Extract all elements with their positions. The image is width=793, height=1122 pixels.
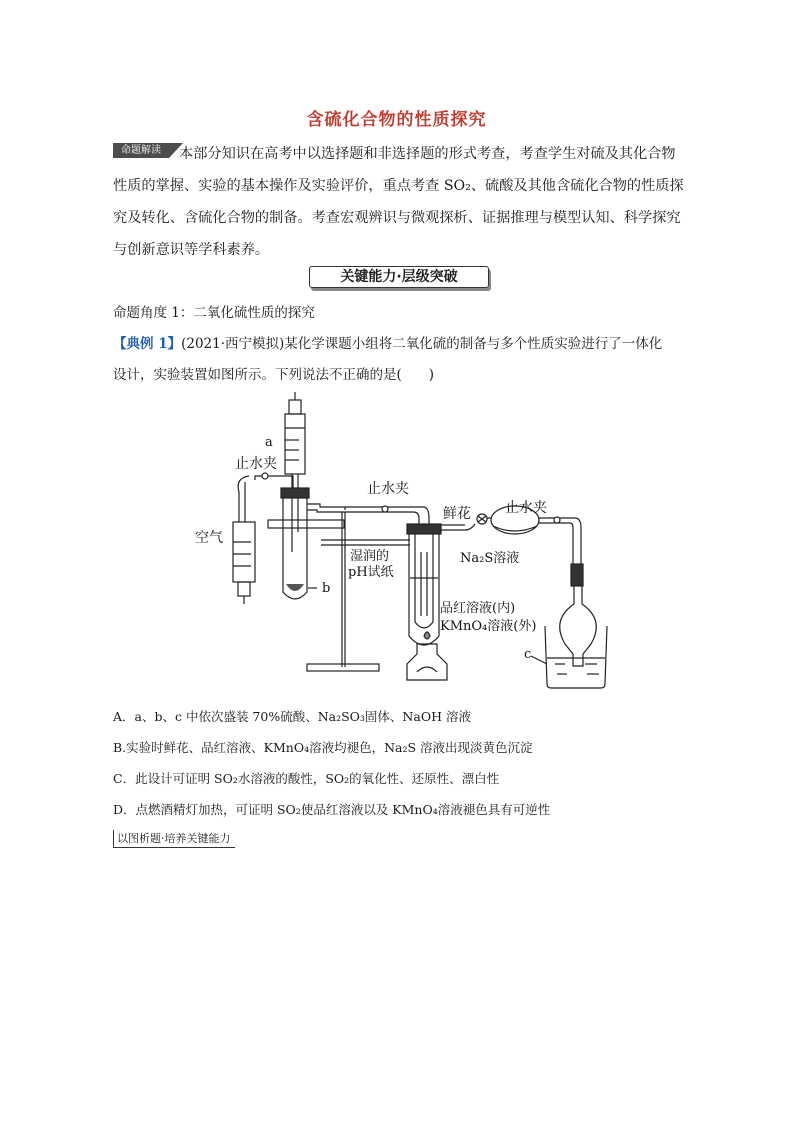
label-air: 空气 (195, 530, 223, 546)
syringe-a-body (285, 414, 305, 474)
apparatus-diagram (195, 392, 615, 692)
syringe-a-plunger-top (289, 400, 301, 414)
label-flower: 鲜花 (443, 506, 471, 522)
label-ph-2: pH试纸 (348, 565, 394, 580)
label-clamp-mid: 止水夹 (367, 481, 409, 497)
round-flask (560, 586, 597, 666)
label-na2s: Na₂S溶液 (460, 551, 520, 566)
analysis-badge: 命题解读 (113, 143, 169, 158)
clamp-right-label: 止水夹 (505, 500, 547, 516)
air-syringe (233, 522, 255, 582)
stand-base (307, 664, 379, 671)
intro-paragraph: 本部分知识在高考中以选择题和非选择题的形式考查，考查学生对硫及其化合物性质的掌握、实验的基本操作及实验评价，重点考查 SO₂、硫酸及其他含硫化合物的性质探究及转化、含硫化合物的制备。考查宏观辨识与微观探析、证据推理与模型认知、科学探究与创新意识等学科素养。 (113, 146, 684, 258)
label-c: c (524, 647, 532, 662)
label-clamp-left: 止水夹 (235, 456, 277, 472)
option-d: D．点燃酒精灯加热，可证明 SO₂使品红溶液以及 KMnO₄溶液褪色具有可逆性 (113, 802, 551, 817)
clamp-right-mark (554, 517, 560, 523)
label-b: b (322, 581, 331, 596)
example-label: 【典例 1】 (113, 336, 182, 352)
label-kmno4: KMnO₄溶液(外) (440, 619, 537, 634)
option-b: B.实验时鲜花、品红溶液、KMnO₄溶液均褪色，Na₂S 溶液出现淡黄色沉淀 (113, 740, 533, 755)
example-text-1: (2021·西宁模拟)某化学课题小组将二氧化硫的制备与多个性质实验进行了一体化 (181, 336, 663, 352)
clamp-mid-mark (382, 506, 388, 512)
label-pinhong: 品红溶液(内) (440, 601, 516, 616)
example-line-2: 设计，实验装置如图所示。下列说法不正确的是( ) (113, 367, 435, 383)
example-line-1 (113, 332, 662, 352)
clamp-holder (268, 520, 344, 528)
label-a: a (265, 435, 273, 450)
question-angle: 命题角度 1：二氧化硫性质的探究 (113, 305, 315, 321)
reaction-tube (283, 498, 307, 599)
clamp-left-mark (262, 473, 268, 479)
footer-tag: 以图析题·培养关键能力 (113, 830, 235, 848)
label-ph-1: 湿润的 (350, 549, 390, 564)
inner-test-tube (415, 534, 433, 628)
page-title: 含硫化合物的性质探究 (306, 110, 487, 130)
beaker-c (545, 626, 607, 688)
alcohol-lamp (407, 644, 447, 680)
section-heading: 关键能力·层级突破 (309, 266, 489, 288)
option-c: C．此设计可证明 SO₂水溶液的酸性，SO₂的氧化性、还原性、漂白性 (113, 771, 500, 786)
option-a: A．a、b、c 中依次盛装 70%硫酸、Na₂SO₃固体、NaOH 溶液 (113, 709, 471, 724)
